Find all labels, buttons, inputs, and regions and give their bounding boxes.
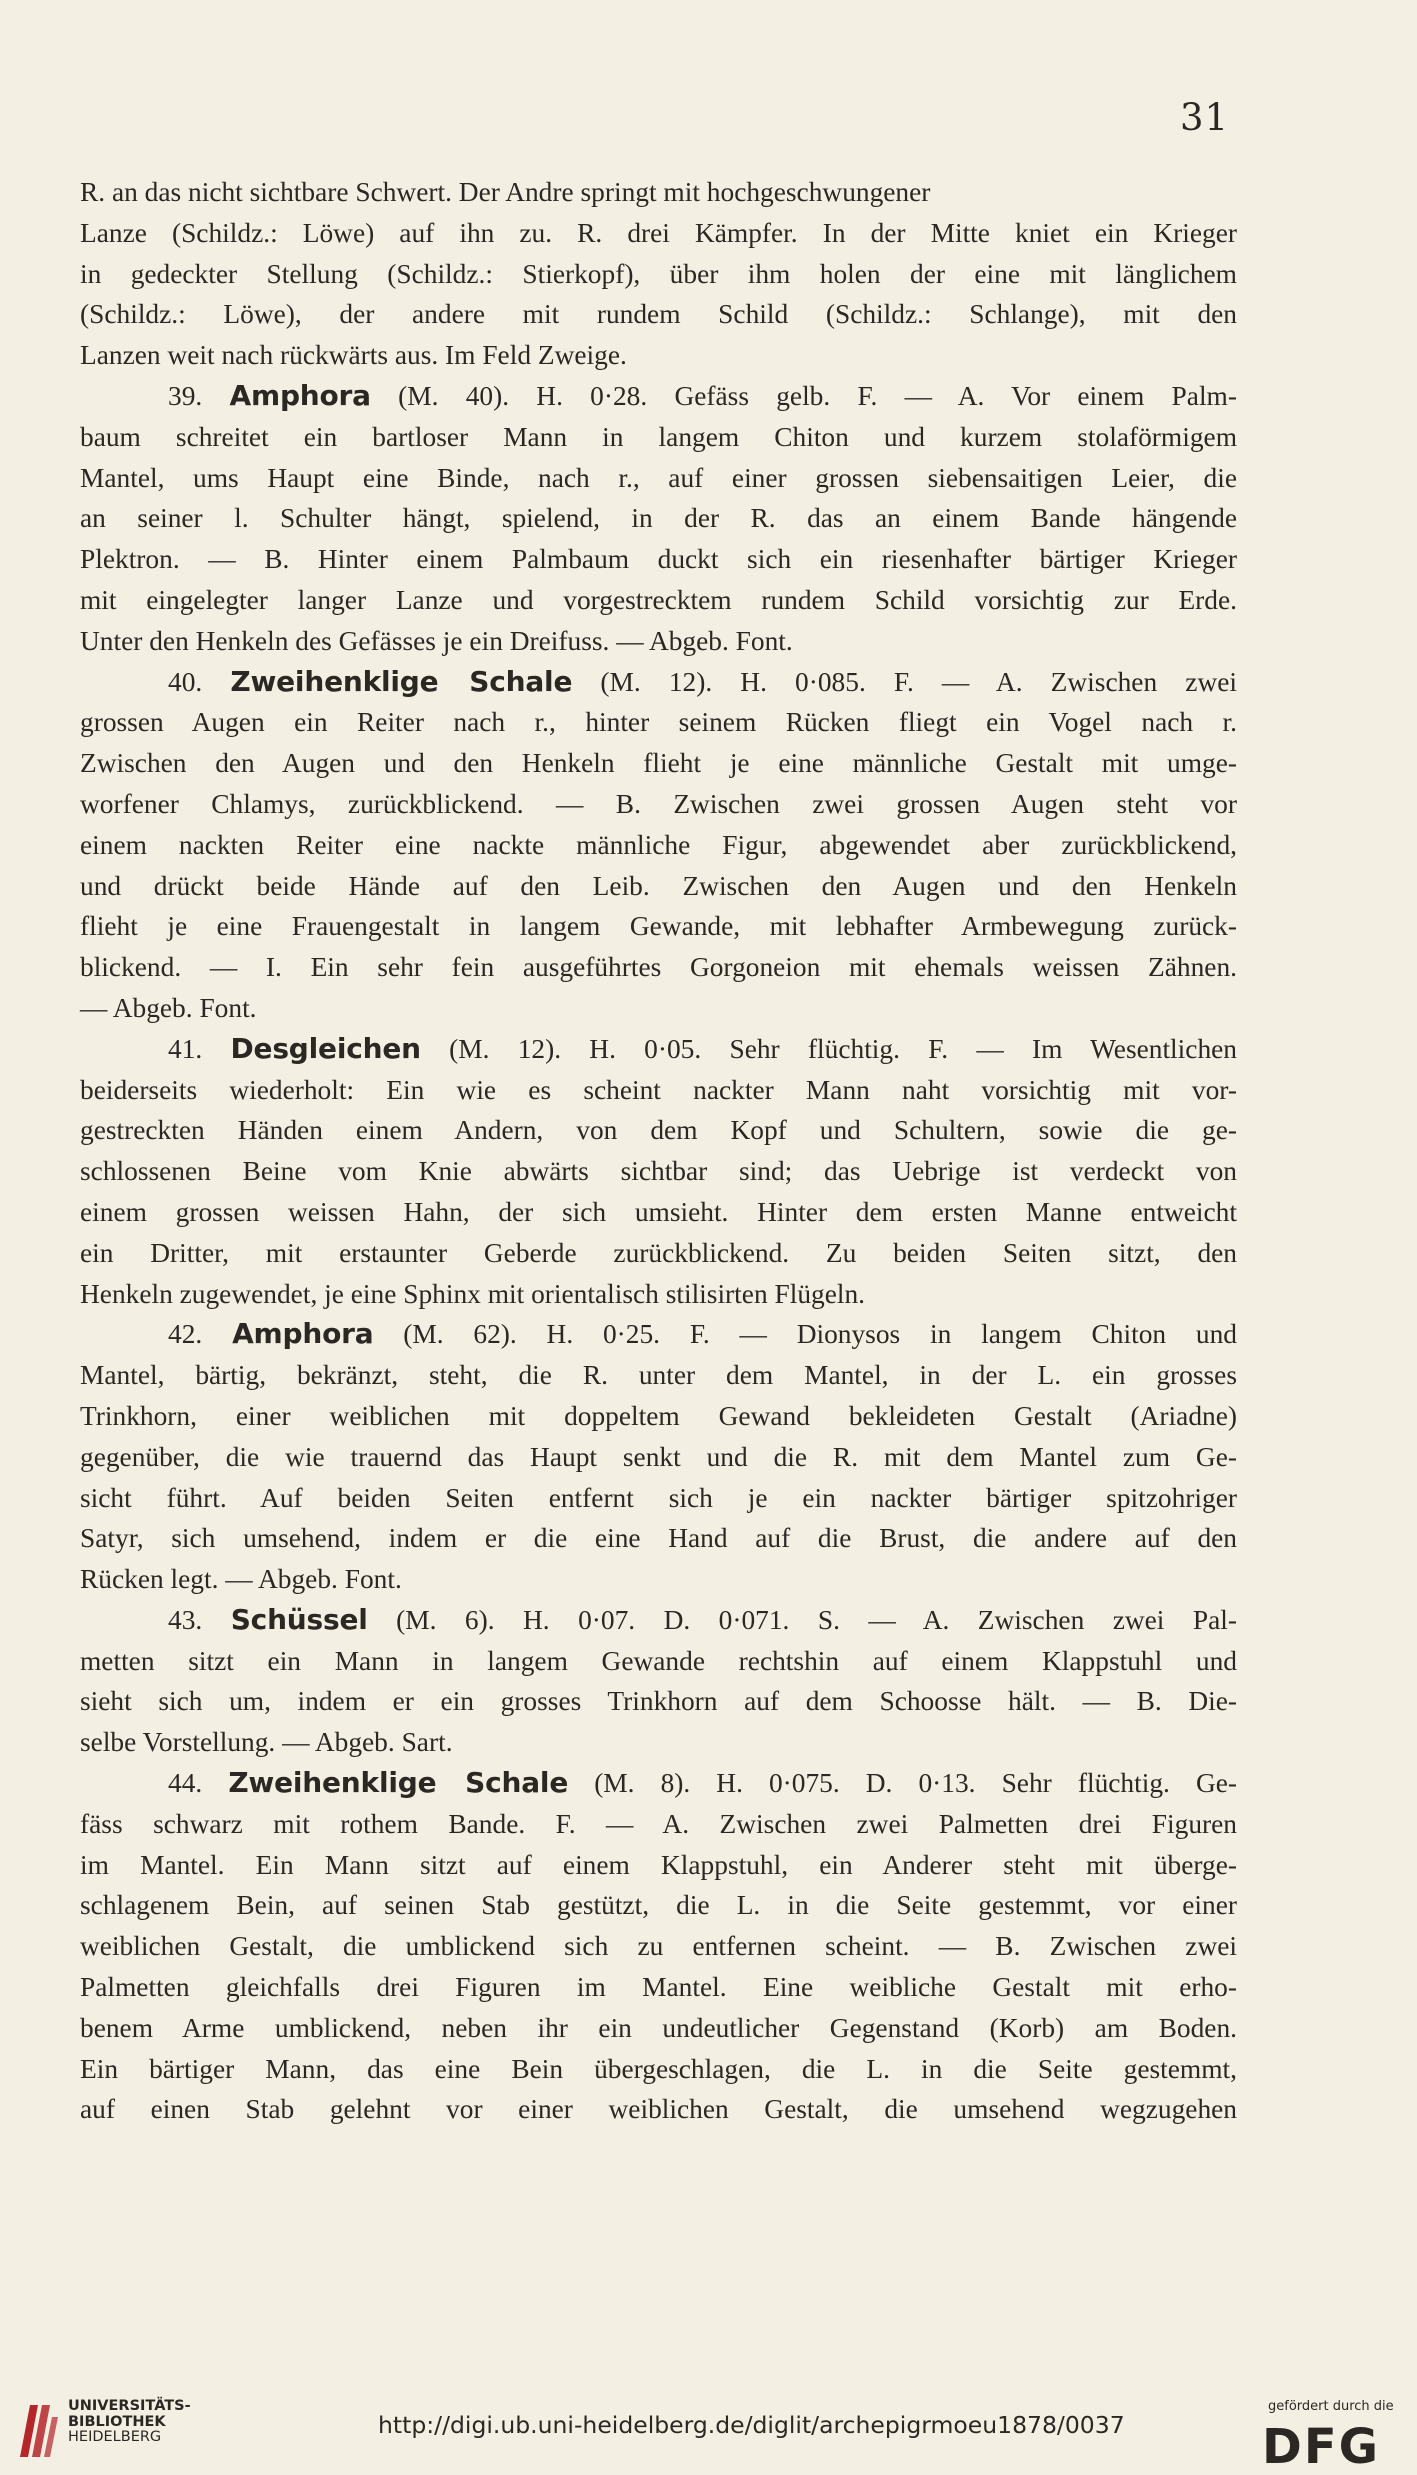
text-line: gestreckten Händen einem Andern, von dem Kopf und Schultern, sowie die ge- <box>80 1115 1237 1146</box>
text-line: R. an das nicht sichtbare Schwert. Der Andre springt mit hochgeschwungener <box>80 177 931 207</box>
entry-heading: Schüssel <box>230 1602 368 1636</box>
entry-text: (M. 62). H. 0·25. F. — Dionysos in langem Chiton und <box>403 1319 1237 1350</box>
text-line: im Mantel. Ein Mann sitzt auf einem Klappstuhl, ein Anderer steht mit überge- <box>80 1849 1237 1880</box>
text-line: einem nackten Reiter eine nackte männliche Figur, abgewendet aber zurückblickend, <box>80 829 1237 860</box>
text-line: Palmetten gleichfalls drei Figuren im Mantel. Eine weibliche Gestalt mit erho- <box>80 1972 1237 2003</box>
text-line: schlossenen Beine vom Knie abwärts sichtbar sind; das Uebrige ist verdeckt von <box>80 1156 1237 1187</box>
text-line: in gedeckter Stellung (Schildz.: Stierkopf), über ihm holen der eine mit länglichem <box>80 258 1237 289</box>
entry-text: (M. 40). H. 0·28. Gefäss gelb. F. — A. Vor einem Palm- <box>398 380 1237 411</box>
entry-heading: Amphora <box>232 1317 374 1351</box>
body-text <box>80 172 1237 2130</box>
text-line: flieht je eine Frauengestalt in langem Gewande, mit lebhafter Armbewegung zurück- <box>80 911 1237 942</box>
text-line: Unter den Henkeln des Gefässes je ein Dreifuss. — Abgeb. Font. <box>80 625 793 656</box>
text-line: sieht sich um, indem er ein grosses Trinkhorn auf dem Schoosse hält. — B. Die- <box>80 1686 1237 1717</box>
text-line <box>80 1314 1237 1355</box>
text-line: worfener Chlamys, zurückblickend. — B. Zwischen zwei grossen Augen steht vor <box>80 788 1237 819</box>
text-line: Lanze (Schildz.: Löwe) auf ihn zu. R. drei Kämpfer. In der Mitte kniet ein Krieger <box>80 217 1237 248</box>
entry-text: (M. 6). H. 0·07. D. 0·071. S. — A. Zwischen zwei Pal- <box>396 1604 1237 1635</box>
text-line: metten sitzt ein Mann in langem Gewande rechtshin auf einem Klappstuhl und <box>80 1645 1237 1676</box>
text-line: Plektron. — B. Hinter einem Palmbaum duckt sich ein riesenhafter bärtiger Krieger <box>80 544 1237 575</box>
entry-text: (M. 12). H. 0·05. Sehr flüchtig. F. — Im Wesentlichen <box>449 1033 1237 1064</box>
text-line: Zwischen den Augen und den Henkeln flieht je eine männliche Gestalt mit umge- <box>80 748 1237 779</box>
text-line: weiblichen Gestalt, die umblickend sich zu entfernen scheint. — B. Zwischen zwei <box>80 1931 1237 1962</box>
text-line <box>80 1763 1237 1804</box>
text-line: einem grossen weissen Hahn, der sich umsieht. Hinter dem ersten Manne entweicht <box>80 1196 1237 1227</box>
text-line: Lanzen weit nach rückwärts aus. Im Feld Zweige. <box>80 340 627 371</box>
entry-heading: Amphora <box>229 378 371 412</box>
text-line <box>80 376 1237 417</box>
text-line <box>80 1600 1237 1641</box>
entry-number: 44. <box>168 1768 203 1799</box>
text-line: Satyr, sich umsehend, indem er die eine Hand auf die Brust, die andere auf den <box>80 1523 1237 1554</box>
text-line: (Schildz.: Löwe), der andere mit rundem Schild (Schildz.: Schlange), mit den <box>80 299 1237 330</box>
entry-heading: Zweihenklige Schale <box>230 664 573 698</box>
page-number: 31 <box>1180 96 1230 139</box>
text-line: gegenüber, die wie trauernd das Haupt senkt und die R. mit dem Mantel zum Ge- <box>80 1441 1237 1472</box>
entry-number: 40. <box>168 666 203 697</box>
text-line: Rücken legt. — Abgeb. Font. <box>80 1564 402 1595</box>
library-name <box>68 2399 191 2446</box>
text-line: und drückt beide Hände auf den Leib. Zwischen den Augen und den Henkeln <box>80 870 1237 901</box>
library-name-line: HEIDELBERG <box>68 2429 162 2445</box>
library-name-line: UNIVERSITÄTS- <box>68 2398 191 2414</box>
library-name-line: BIBLIOTHEK <box>68 2413 166 2430</box>
entry-text: (M. 12). H. 0·085. F. — A. Zwischen zwei <box>600 666 1237 697</box>
text-line: fäss schwarz mit rothem Bande. F. — A. Zwischen zwei Palmetten drei Figuren <box>80 1808 1237 1839</box>
text-line: mit eingelegter langer Lanze und vorgestrecktem rundem Schild vorsichtig zur Erde. <box>80 584 1237 615</box>
digitization-footer <box>0 2385 1417 2474</box>
text-line: auf einen Stab gelehnt vor einer weiblichen Gestalt, die umsehend wegzugehen <box>80 2094 1237 2125</box>
text-line: — Abgeb. Font. <box>80 992 257 1023</box>
text-line: schlagenem Bein, auf seinen Stab gestützt, die L. in die Seite gestemmt, vor einer <box>80 1890 1237 1921</box>
text-line: ein Dritter, mit erstaunter Geberde zurückblickend. Zu beiden Seiten sitzt, den <box>80 1237 1237 1268</box>
text-line <box>80 662 1237 703</box>
text-line: beiderseits wiederholt: Ein wie es scheint nackter Mann naht vorsichtig mit vor- <box>80 1074 1237 1105</box>
text-line: selbe Vorstellung. — Abgeb. Sart. <box>80 1727 453 1758</box>
entry-number: 43. <box>168 1604 203 1635</box>
text-line: sicht führt. Auf beiden Seiten entfernt sich je ein nackter bärtiger spitzohriger <box>80 1482 1237 1513</box>
text-line: Mantel, bärtig, bekränzt, steht, die R. unter dem Mantel, in der L. ein grosses <box>80 1360 1237 1391</box>
university-library-logo-icon <box>16 2399 60 2461</box>
entry-text: (M. 8). H. 0·075. D. 0·13. Sehr flüchtig. Ge- <box>594 1768 1237 1799</box>
funding-note: gefördert durch die <box>1268 2399 1394 2414</box>
entry-heading: Desgleichen <box>230 1031 421 1065</box>
entry-heading: Zweihenklige Schale <box>228 1766 569 1800</box>
text-line: grossen Augen ein Reiter nach r., hinter seinem Rücken fliegt ein Vogel nach r. <box>80 707 1237 738</box>
dfg-logo: DFG <box>1262 2419 1381 2475</box>
entry-number: 42. <box>168 1319 203 1350</box>
entry-number: 39. <box>168 380 203 411</box>
text-line: Trinkhorn, einer weiblichen mit doppeltem Gewand bekleideten Gestalt (Ariadne) <box>80 1400 1237 1431</box>
text-line: Mantel, ums Haupt eine Binde, nach r., auf einer grossen siebensaitigen Leier, die <box>80 462 1237 493</box>
source-url-link[interactable]: http://digi.ub.uni-heidelberg.de/diglit/archepigrmoeu1878/0037 <box>378 2411 1125 2439</box>
text-line: Henkeln zugewendet, je eine Sphinx mit orientalisch stilisirten Flügeln. <box>80 1278 866 1309</box>
text-line: Ein bärtiger Mann, das eine Bein übergeschlagen, die L. in die Seite gestemmt, <box>80 2053 1237 2084</box>
text-line: benem Arme umblickend, neben ihr ein undeutlicher Gegenstand (Korb) am Boden. <box>80 2012 1237 2043</box>
entry-number: 41. <box>168 1033 203 1064</box>
text-line: an seiner l. Schulter hängt, spielend, in der R. das an einem Bande hängende <box>80 503 1237 534</box>
text-line <box>80 1029 1237 1070</box>
text-line: blickend. — I. Ein sehr fein ausgeführtes Gorgoneion mit ehemals weissen Zähnen. <box>80 952 1237 983</box>
text-line: baum schreitet ein bartloser Mann in langem Chiton und kurzem stolaförmigem <box>80 421 1237 452</box>
